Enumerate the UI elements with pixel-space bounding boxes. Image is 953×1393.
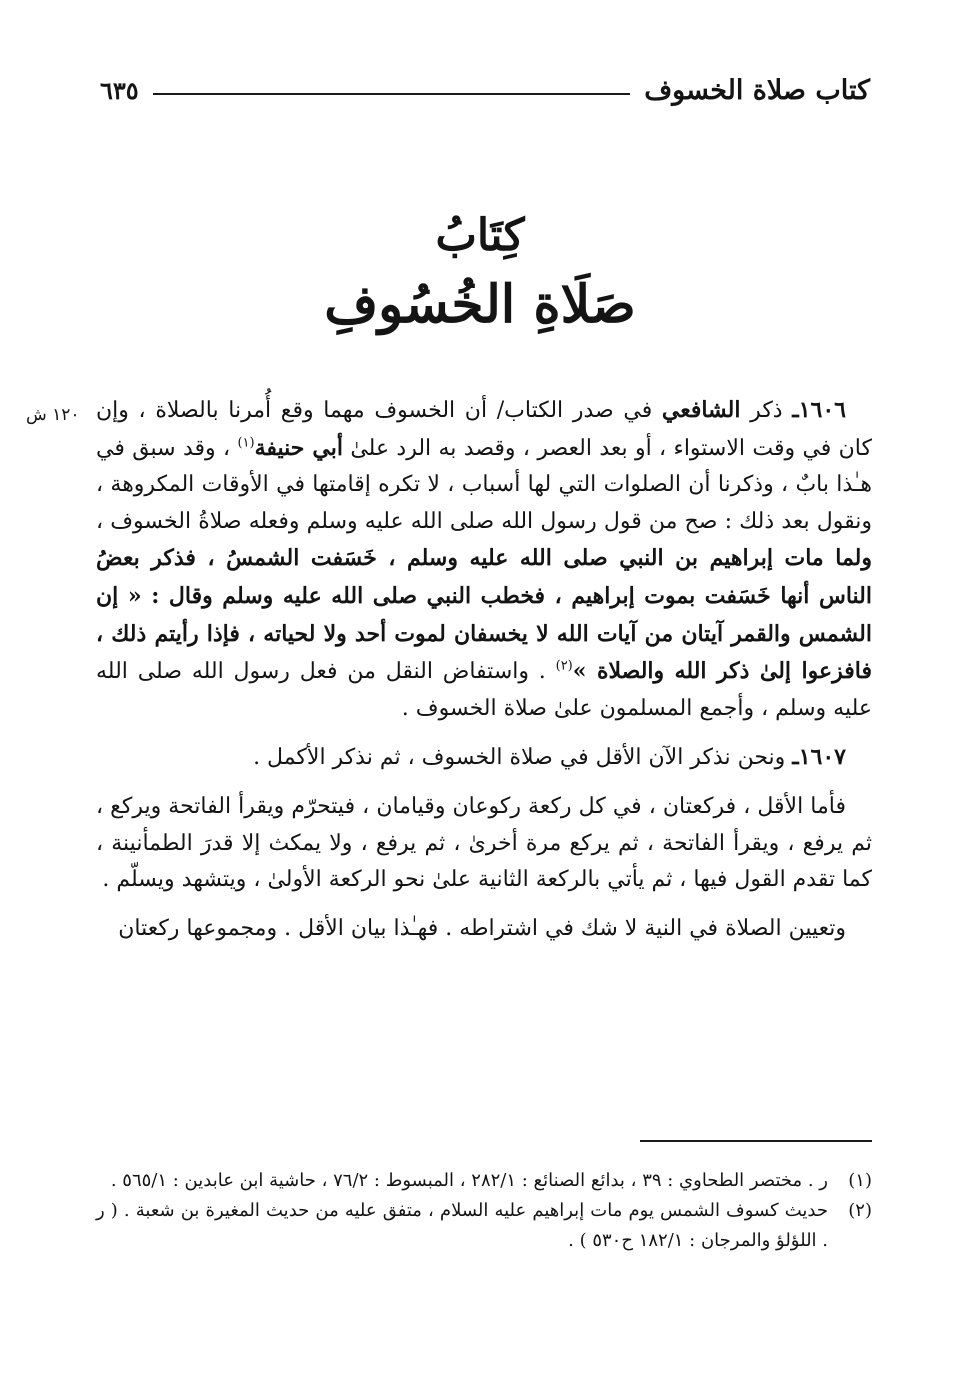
footnote-text: ر . مختصر الطحاوي : ٣٩ ، بدائع الصنائع : ٢٨٢/١ ، المبسوط : ٧٦/٢ ، حاشية ابن عابدين : ٥٦٥/١ . bbox=[110, 1170, 828, 1191]
chapter-heading bbox=[200, 205, 760, 343]
page-number: ٦٣٥ bbox=[100, 75, 139, 105]
chapter-word: كِتَابُ bbox=[435, 210, 525, 261]
footnote bbox=[96, 1166, 872, 1196]
paragraph-1607 bbox=[96, 739, 872, 777]
chapter-name: صَلَاةِ الخُسُوفِ bbox=[324, 274, 636, 335]
text-run: في صدر الكتاب/ أن الخسوف مهما وقع أُمرنا بالصلاة ، وإن كان في وقت الاستواء ، أو بعد العصر ، وقصد به الرد علىٰ bbox=[96, 398, 872, 461]
paragraph-aqal: فأما الأقل ، فركعتان ، في كل ركعة ركوعان وقيامان ، فيتحرّم ويقرأ الفاتحة ويركع ، ثم يرفع ، ويقرأ الفاتحة ، ثم يركع مرة أخرىٰ ، ثم يرفع ، ولا يمكث إلا قدرَ الطمأنينة ، كما تقدم القول فيها ، ثم يأتي بالركعة الثانية علىٰ نحو الركعة الأولىٰ ، ويتشهد ويسلّم . bbox=[96, 793, 872, 893]
footnote-mark: (٢) bbox=[848, 1200, 872, 1221]
paragraph-number: ١٦٠٧ـ bbox=[792, 744, 846, 771]
footnote bbox=[96, 1196, 872, 1256]
text-run: ونحن نذكر الآن الأقل في صلاة الخسوف ، ثم نذكر الأكمل . bbox=[253, 745, 793, 771]
margin-note: ١٢٠ ش bbox=[26, 405, 80, 425]
running-header bbox=[100, 70, 870, 110]
header-rule bbox=[153, 93, 631, 95]
text-run: ذكر bbox=[740, 398, 793, 423]
body-text bbox=[96, 392, 872, 947]
footnote-ref: (٢) bbox=[555, 658, 573, 674]
footnote-rule bbox=[640, 1140, 872, 1142]
running-title: كتاب صلاة الخسوف bbox=[644, 74, 870, 106]
person-name: أبي حنيفة bbox=[254, 434, 343, 461]
person-name: الشافعي bbox=[661, 397, 741, 423]
footnote-ref: (١) bbox=[237, 435, 255, 451]
footnote-mark: (١) bbox=[848, 1170, 872, 1191]
footnote-text: حديث كسوف الشمس يوم مات إبراهيم عليه السلام ، متفق عليه من حديث المغيرة بن شعبة . ( ر . اللؤلؤ والمرجان : ١٨٢/١ ح٥٣٠ ) . bbox=[96, 1200, 828, 1251]
footnotes bbox=[96, 1166, 872, 1256]
text-run: ، وقد سبق في هـٰذا بابٌ ، وذكرنا أن الصلوات التي لها أسباب ، لا تكره إقامتها في الأوقات المكروهة ، ونقول بعد ذلك : صح من قول رسول الله صلى الله عليه وسلم وفعله صلاةُ الخسوف ، bbox=[96, 435, 872, 534]
hadith-quote: ولما مات إبراهيم بن النبي صلى الله عليه وسلم ، خَسَفت الشمسُ ، فذكر بعضُ الناس أنها خَسَفت بموت إبراهيم ، فخطب النبي صلى الله عليه وسلم وقال : « إن الشمس والقمر آيتان من آيات الله لا يخسفان لموت أحد ولا لحياته ، فإذا رأيتم ذلك ، فافزعوا إلىٰ ذكر الله والصلاة » bbox=[96, 545, 872, 685]
paragraph-taayin: وتعيين الصلاة في النية لا شك في اشتراطه . فهـٰذا بيان الأقل . ومجموعها ركعتان bbox=[118, 915, 846, 941]
text-run: . واستفاض النقل من فعل رسول الله صلى الله عليه وسلم ، وأجمع المسلمون علىٰ صلاة الخسوف . bbox=[96, 659, 872, 721]
paragraph-1606 bbox=[96, 392, 872, 727]
paragraph-number: ١٦٠٦ـ bbox=[792, 397, 846, 423]
